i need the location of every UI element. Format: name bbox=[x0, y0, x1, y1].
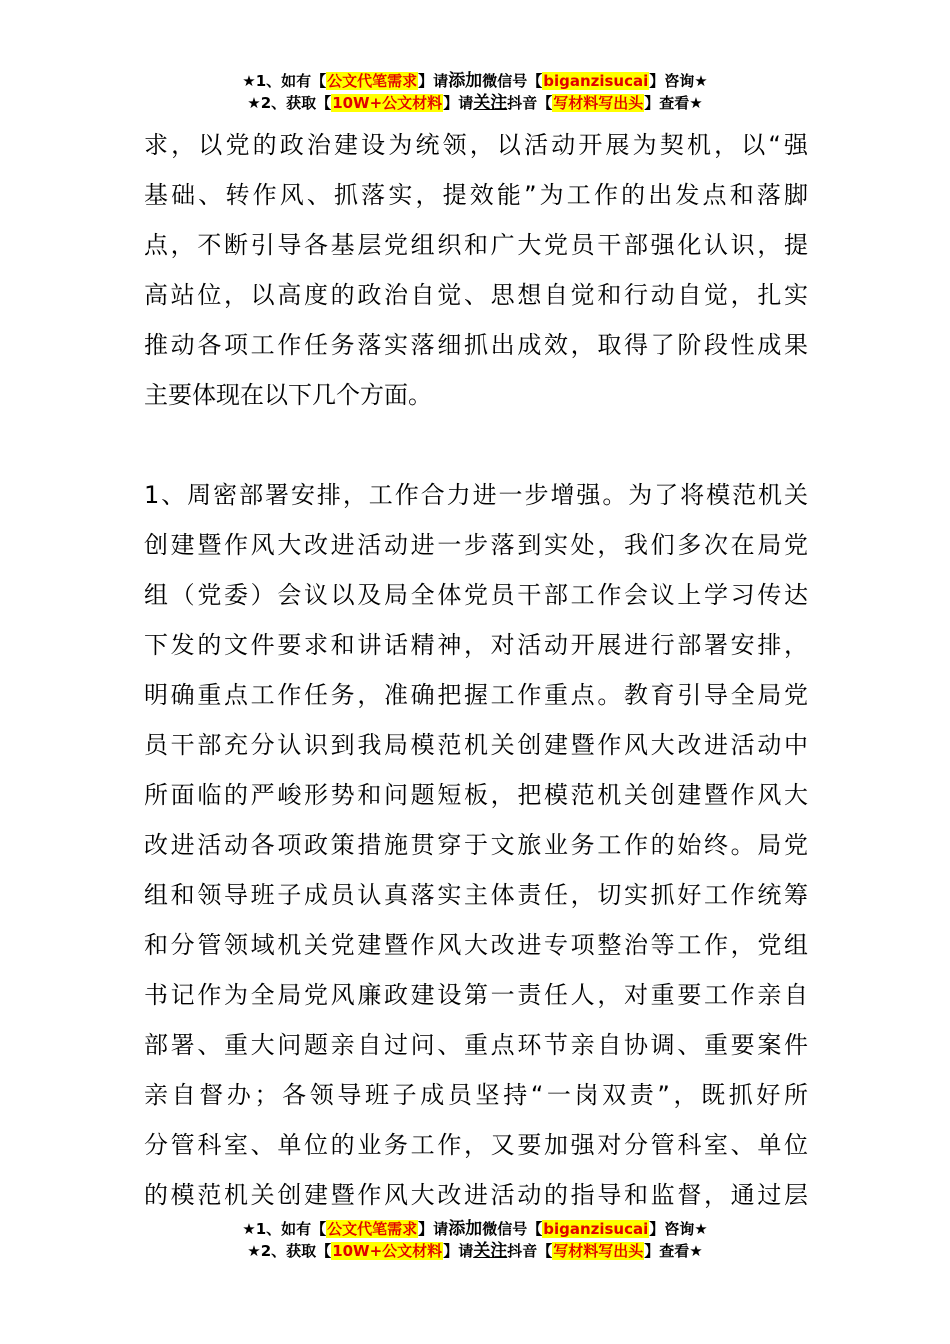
ad-highlight-wechat-id: biganzisucai bbox=[543, 72, 649, 90]
body-paragraph-1 bbox=[144, 120, 808, 420]
body-paragraph-2 bbox=[144, 470, 808, 1220]
ad-text: 微信号【 bbox=[482, 72, 543, 90]
text-line: 和分管领域机关党建暨作风大改进专项整治等工作，党组 bbox=[144, 931, 808, 959]
ad-text: 】请 bbox=[418, 72, 449, 90]
footer-ad-banner bbox=[0, 1218, 950, 1262]
ad-text: ★1、如有【 bbox=[242, 72, 327, 90]
ad-highlight-wechat-id: biganzisucai bbox=[543, 1220, 649, 1238]
ad-text: ★2、获取【 bbox=[247, 94, 332, 112]
ad-highlight-douyin-id: 写材料写出头 bbox=[553, 1242, 644, 1260]
ad-text: 抖音【 bbox=[507, 94, 553, 112]
ad-highlight: 10W+公文材料 bbox=[332, 1242, 443, 1260]
ad-highlight: 公文代笔需求 bbox=[327, 72, 418, 90]
text-line: 主要体现在以下几个方面。 bbox=[144, 381, 432, 409]
text-line: 1、周密部署安排，工作合力进一步增强。为了将模范机关 bbox=[144, 481, 808, 509]
header-ad-banner bbox=[0, 70, 950, 114]
ad-emphasis: 添加 bbox=[448, 1219, 483, 1239]
ad-text: 】查看★ bbox=[644, 94, 703, 112]
ad-text: 微信号【 bbox=[482, 1220, 543, 1238]
text-line: 所面临的严峻形势和问题短板，把模范机关创建暨作风大 bbox=[144, 781, 808, 809]
text-line: 基础、转作风、抓落实，提效能”为工作的出发点和落脚 bbox=[144, 181, 808, 209]
text-line: 组和领导班子成员认真落实主体责任，切实抓好工作统筹 bbox=[144, 881, 808, 909]
text-line: 点，不断引导各基层党组织和广大党员干部强化认识，提 bbox=[144, 231, 808, 259]
text-line: 明确重点工作任务，准确把握工作重点。教育引导全局党 bbox=[144, 681, 808, 709]
ad-text: ★2、获取【 bbox=[247, 1242, 332, 1260]
text-line: 组（党委）会议以及局全体党员干部工作会议上学习传达 bbox=[144, 581, 808, 609]
ad-text: 抖音【 bbox=[507, 1242, 553, 1260]
ad-line-2 bbox=[0, 1240, 950, 1262]
text-line: 部署、重大问题亲自过问、重点环节亲自协调、重要案件 bbox=[144, 1031, 808, 1059]
text-line: 亲自督办；各领导班子成员坚持“一岗双责”，既抓好所 bbox=[144, 1081, 808, 1109]
text-line: 高站位，以高度的政治自觉、思想自觉和行动自觉，扎实 bbox=[144, 281, 808, 309]
text-line: 分管科室、单位的业务工作，又要加强对分管科室、单位 bbox=[144, 1131, 808, 1159]
ad-line-1 bbox=[0, 1218, 950, 1240]
ad-text: 】请 bbox=[418, 1220, 449, 1238]
ad-text: ★1、如有【 bbox=[242, 1220, 327, 1238]
ad-text: 】咨询★ bbox=[649, 72, 708, 90]
ad-line-2 bbox=[0, 92, 950, 114]
ad-text: 】咨询★ bbox=[649, 1220, 708, 1238]
ad-highlight: 10W+公文材料 bbox=[332, 94, 443, 112]
text-line: 书记作为全局党风廉政建设第一责任人，对重要工作亲自 bbox=[144, 981, 808, 1009]
text-line: 改进活动各项政策措施贯穿于文旅业务工作的始终。局党 bbox=[144, 831, 808, 859]
ad-text: 】请 bbox=[443, 1242, 474, 1260]
ad-highlight: 公文代笔需求 bbox=[327, 1220, 418, 1238]
ad-emphasis: 关注 bbox=[473, 93, 508, 113]
ad-text: 】请 bbox=[443, 94, 474, 112]
text-line: 员干部充分认识到我局模范机关创建暨作风大改进活动中 bbox=[144, 731, 808, 759]
ad-line-1 bbox=[0, 70, 950, 92]
ad-emphasis: 添加 bbox=[448, 71, 483, 91]
ad-text: 】查看★ bbox=[644, 1242, 703, 1260]
text-line: 的模范机关创建暨作风大改进活动的指导和监督，通过层 bbox=[144, 1181, 808, 1209]
ad-highlight-douyin-id: 写材料写出头 bbox=[553, 94, 644, 112]
text-line: 下发的文件要求和讲话精神，对活动开展进行部署安排， bbox=[144, 631, 808, 659]
text-line: 创建暨作风大改进活动进一步落到实处，我们多次在局党 bbox=[144, 531, 808, 559]
text-line: 求，以党的政治建设为统领，以活动开展为契机，以“强 bbox=[144, 131, 808, 159]
text-line: 推动各项工作任务落实落细抓出成效，取得了阶段性成果 bbox=[144, 331, 808, 359]
ad-emphasis: 关注 bbox=[473, 1241, 508, 1261]
